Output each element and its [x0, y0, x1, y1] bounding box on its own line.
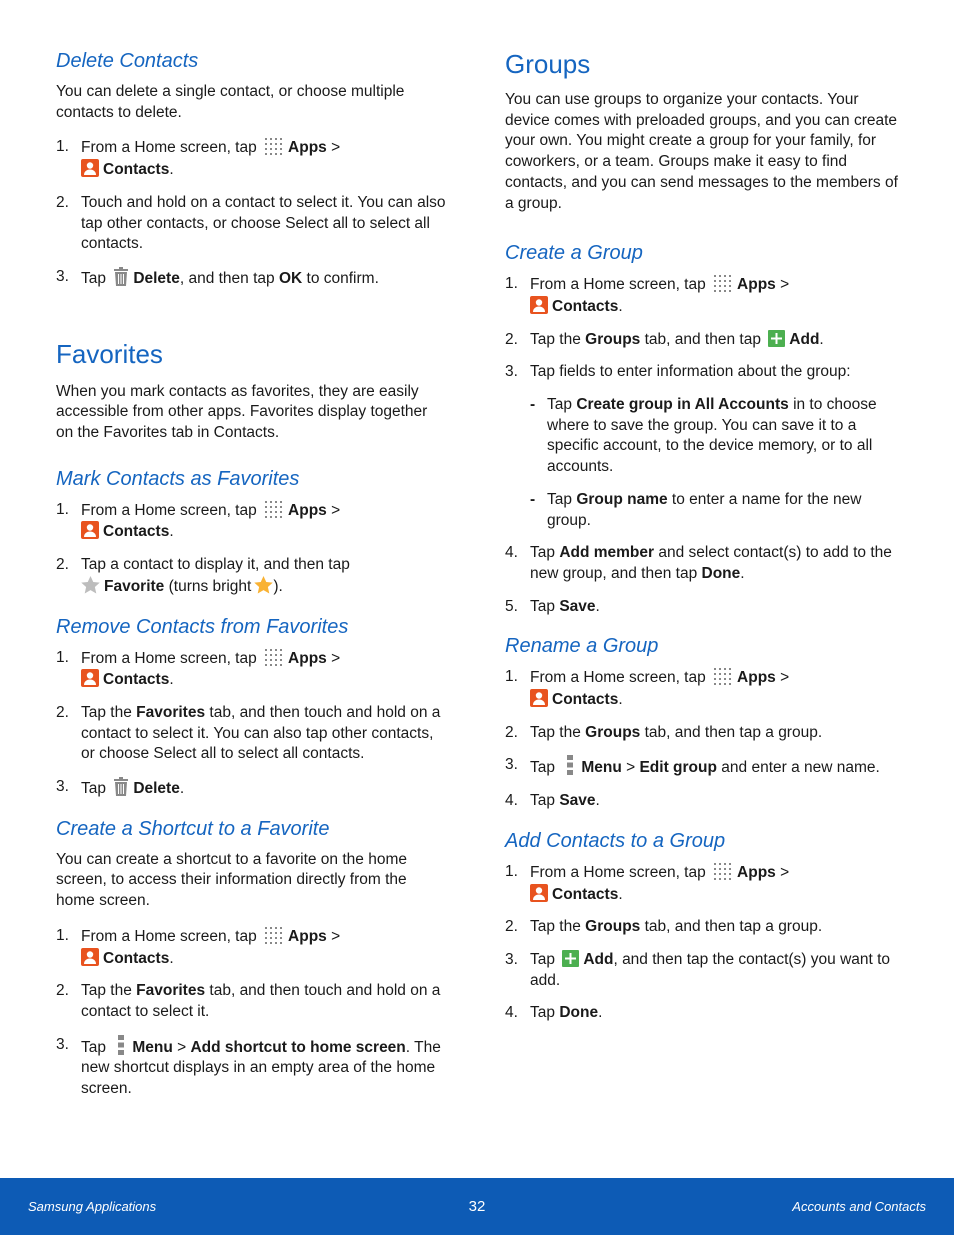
- create-shortcut-intro: You can create a shortcut to a favorite on the home screen, to access their information directly from the home screen.: [56, 850, 407, 910]
- list-item: 3. Tap Menu > Add shortcut to home screen. The new shortcut displays in an empty area of the home screen.: [56, 1035, 441, 1098]
- delete-contacts-intro: You can delete a single contact, or choose multiple contacts to delete.: [56, 83, 405, 121]
- create-group-heading: Create a Group: [505, 242, 643, 265]
- add-contacts-group-heading: Add Contacts to a Group: [505, 829, 726, 852]
- list-item: 3. Tap Delete, and then tap OK to confirm.: [56, 267, 379, 287]
- contacts-icon: [530, 884, 548, 902]
- apps-grid-icon: [713, 667, 733, 685]
- list-item: 3. Tap fields to enter information about the group: - Tap Create group in All Accounts in to choose where to save the group. You can save it to a specific account, to the device memory, or to all accounts. - Tap Group name to enter a name for the new group.: [505, 362, 903, 531]
- delete-contacts-steps: [56, 137, 448, 289]
- delete-contacts-heading: Delete Contacts: [56, 50, 199, 72]
- rename-group-steps: [505, 667, 903, 812]
- contacts-icon: [81, 521, 99, 539]
- create-group-steps: [505, 274, 903, 617]
- apps-grid-icon: [264, 648, 284, 666]
- list-item: 2. Tap the Groups tab, and then tap Add.: [505, 330, 824, 348]
- contacts-icon: [81, 669, 99, 687]
- apps-grid-icon: [713, 862, 733, 880]
- remove-favorites-heading: Remove Contacts from Favorites: [56, 615, 349, 638]
- apps-grid-icon: [264, 926, 284, 944]
- add-plus-icon: [768, 330, 785, 347]
- contacts-icon: [81, 159, 99, 177]
- create-shortcut-heading: Create a Shortcut to a Favorite: [56, 817, 330, 840]
- add-contacts-group-steps: [505, 862, 903, 1024]
- list-item: 2. Tap the Favorites tab, and then touch and hold on a contact to select it.: [56, 982, 441, 1020]
- list-item: 2. Tap the Favorites tab, and then touch and hold on a contact to select it. You can also tap other contacts, or choose Select all to select all contacts.: [56, 703, 441, 763]
- list-item: 1. From a Home screen, tap Apps > Contacts.: [505, 862, 790, 903]
- list-item: 2. Tap the Groups tab, and then tap a group.: [505, 723, 823, 741]
- star-yellow-icon: [254, 576, 273, 594]
- list-item: 1. From a Home screen, tap Apps > Contacts.: [56, 500, 341, 541]
- remove-favorites-steps: [56, 648, 448, 800]
- footer-right-label: Accounts and Contacts: [792, 1199, 926, 1214]
- groups-heading: Groups: [505, 49, 591, 79]
- rename-group-heading: Rename a Group: [505, 635, 659, 658]
- list-item: - Tap Create group in All Accounts in to choose where to save the group. You can save it to a specific account, to the device memory, or to all accounts.: [530, 396, 877, 476]
- add-plus-icon: [562, 950, 579, 967]
- favorites-heading: Favorites: [56, 338, 163, 369]
- list-item: 2. Touch and hold on a contact to select it. You can also tap other contacts, or choose Select all to select all contacts.: [56, 193, 446, 253]
- list-item: 3. Tap Add, and then tap the contact(s) you want to add.: [505, 950, 891, 989]
- contacts-icon: [530, 689, 548, 707]
- list-item: 1. From a Home screen, tap Apps > Contacts.: [56, 926, 341, 967]
- groups-intro: You can use groups to organize your contacts. Your device comes with preloaded groups, and you can create your own. You might create a group for your family, for coworkers, or a team. Groups make it easy to find contacts, and you can send messages to the members of a group.: [505, 91, 898, 212]
- footer-left-label: Samsung Applications: [28, 1199, 157, 1214]
- star-grey-icon: [81, 576, 100, 594]
- list-item: 1. From a Home screen, tap Apps > Contacts.: [56, 138, 341, 179]
- list-item: 1. From a Home screen, tap Apps > Contacts.: [505, 275, 790, 315]
- list-item: 4. Tap Done.: [505, 1004, 603, 1022]
- create-shortcut-steps: [56, 926, 448, 1100]
- page-number: 32: [468, 1198, 486, 1215]
- apps-grid-icon: [264, 500, 284, 518]
- list-item: 3. Tap Delete.: [56, 778, 185, 798]
- page-footer: [0, 1178, 954, 1235]
- left-column: [56, 48, 448, 1116]
- list-item: 2. Tap a contact to display it, and then tap Favorite (turns bright ).: [56, 556, 350, 595]
- list-item: 4. Tap Save.: [505, 792, 600, 810]
- list-item: - Tap Group name to enter a name for the new group.: [530, 490, 862, 529]
- list-item: 3. Tap Menu > Edit group and enter a new name.: [505, 756, 880, 777]
- mark-favorites-steps: [56, 500, 448, 598]
- apps-grid-icon: [713, 274, 733, 292]
- trash-icon: [113, 777, 129, 796]
- trash-icon: [113, 267, 129, 286]
- mark-favorites-heading: Mark Contacts as Favorites: [56, 467, 300, 490]
- menu-dots-icon: [567, 755, 573, 775]
- list-item: 1. From a Home screen, tap Apps > Contacts.: [56, 648, 341, 689]
- contacts-icon: [530, 296, 548, 314]
- list-item: 5. Tap Save.: [505, 597, 600, 615]
- list-item: 1. From a Home screen, tap Apps > Contacts.: [505, 668, 790, 709]
- right-column: [505, 48, 903, 1040]
- list-item: 4. Tap Add member and select contact(s) to add to the new group, and then tap Done.: [505, 544, 892, 582]
- contacts-icon: [81, 948, 99, 966]
- menu-dots-icon: [118, 1035, 124, 1055]
- apps-grid-icon: [264, 137, 284, 155]
- favorites-intro: When you mark contacts as favorites, they are easily accessible from other apps. Favorites display together on the Favorites tab in Contacts.: [56, 382, 428, 442]
- list-item: 2. Tap the Groups tab, and then tap a group.: [505, 918, 823, 936]
